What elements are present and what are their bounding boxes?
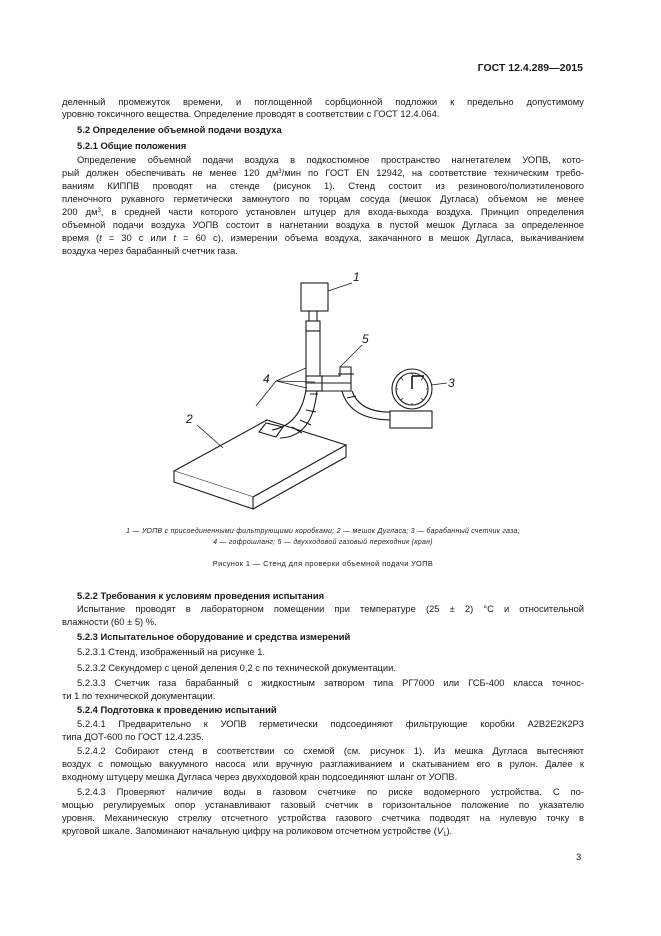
s521-line-7: время (t = 30 с или t = 60 с), измерении объема воздуха, закачанного в мешок Дугласа, выкачиванием (62, 232, 584, 243)
s521-line-8: воздуха через барабанный счетчик газа. (62, 245, 238, 256)
gas-meter (390, 369, 432, 428)
s523-item-3-line-2: ти 1 по технической документации. (62, 690, 216, 701)
label-1: 1 (353, 270, 360, 284)
s524-item-1-line-1: 5.2.4.1 Предварительно к УОПВ герметически подсоединяют фильтрующие коробки А2В2Е2К2Р3 (77, 718, 584, 729)
s524-item-1-line-2: типа ДОТ-600 по ГОСТ 12.4.235. (62, 731, 204, 742)
s521-line-2: рый должен обеспечивать не менее 120 $дм^3$/мин по ГОСТ EN 12942, на соответствие техническим требо- (62, 167, 584, 178)
s524-item-3-line-4: круговой шкале. Запоминают начальную цифру на роликовом отсчетном устройстве $(V_1)$. (62, 825, 453, 838)
section-5-2-3-heading: 5.2.3 Испытательное оборудование и средства измерений (77, 631, 351, 642)
section-5-2-1-heading: 5.2.1 Общие положения (77, 140, 187, 151)
section-5-2-2-heading: 5.2.2 Требования к условиям проведения испытания (77, 590, 325, 601)
label-5: 5 (362, 332, 369, 346)
s522-line-1: Испытание проводят в лабораторном помещении при температуре (25 ± 2) °С и относительной (77, 603, 584, 614)
document-header: ГОСТ 12.4.289—2015 (477, 62, 583, 74)
figure-legend-line-1: 1 — УОПВ с присоединенными фильтрующими коробками; 2 — мешок Дугласа; 3 — барабанный счетчик газа; (126, 528, 520, 535)
s521-line-4: пленочного рукавного герметически замкнутого по торцам сосуда (мешок Дугласа) объемом не менее (62, 193, 584, 204)
s524-item-3-line-2: мощью регулируемых опор устанавливают газовый счетчик в горизонтальное положение по указателю (62, 799, 584, 810)
intro-line-2: уровню токсичного вещества. Определение проводят в соответствии с ГОСТ 12.4.064. (62, 108, 440, 119)
s524-item-2-line-3: входному штуцеру мешка Дугласа через двухходовой кран подсоединяют шланг от УОПВ. (62, 771, 458, 782)
figure-legend-line-2: 4 — гофрошланг; 5 — двухходовой газовый переходник (кран) (213, 539, 433, 546)
s524-item-2-line-2: воздух с помощью вакуумного насоса или вручную разглаживанием и скатыванием его в рулон. Далее к (62, 758, 584, 769)
intro-line-1: деленный промежуток времени, и поглощенной сорбционной подложки к предельно допустимому (62, 96, 584, 107)
s523-item-1: 5.2.3.1 Стенд, изображенный на рисунке 1. (77, 646, 266, 657)
s521-line-3: ваниям КИППВ проводят на стенде (рисунок 1). Стенд состоит из резинового/полиэтиленового (62, 180, 584, 191)
s521-line-5: 200 $дм^3$, в средней части которого установлен штуцер для входа-выхода воздуха. Принцип определения (62, 206, 584, 217)
figure-title: Рисунок 1 — Стенд для проверки объемной подачи УОПВ (212, 559, 434, 568)
s521-line-1: Определение объемной подачи воздуха в подкостюмное пространство нагнетателем УОПВ, кото- (77, 154, 584, 165)
section-5-2-heading: 5.2 Определение объемной подачи воздуха (77, 124, 282, 135)
s524-item-3-line-3: уровня. Механическую стрелку отсчетного устройства газового счетчика подводят на нулевую точку в (62, 812, 584, 823)
s523-item-3-line-1: 5.2.3.3 Счетчик газа барабанный с жидкостным затвором типа РГ7000 или ГСБ-400 класса точнос- (77, 677, 584, 688)
s523-item-2: 5.2.3.2 Секундомер с ценой деления 0,2 с по технической документации. (77, 662, 396, 673)
s522-line-2: влажности (60 ± 5) %. (62, 616, 157, 627)
label-4: 4 (263, 372, 270, 386)
section-5-2-4-heading: 5.2.4 Подготовка к проведению испытаний (77, 704, 277, 715)
s524-item-2-line-1: 5.2.4.2 Собирают стенд в соответствии со схемой (см. рисунок 1). Из мешка Дугласа вытесняют (77, 745, 584, 756)
label-3: 3 (448, 376, 455, 390)
blower-unit (301, 283, 328, 311)
page-number: 3 (576, 851, 582, 862)
s524-item-3-line-1: 5.2.4.3 Проверяют наличие воды в газовом счетчике по риске водомерного устройства. С по- (77, 786, 584, 797)
test-stand-diagram (0, 262, 661, 522)
label-2: 2 (186, 412, 193, 426)
douglas-bag (174, 420, 346, 509)
s521-line-6: объемной подачи воздуха УОПВ состоит в нагнетании воздуха в пустой мешок Дугласа за определенное (62, 219, 584, 230)
